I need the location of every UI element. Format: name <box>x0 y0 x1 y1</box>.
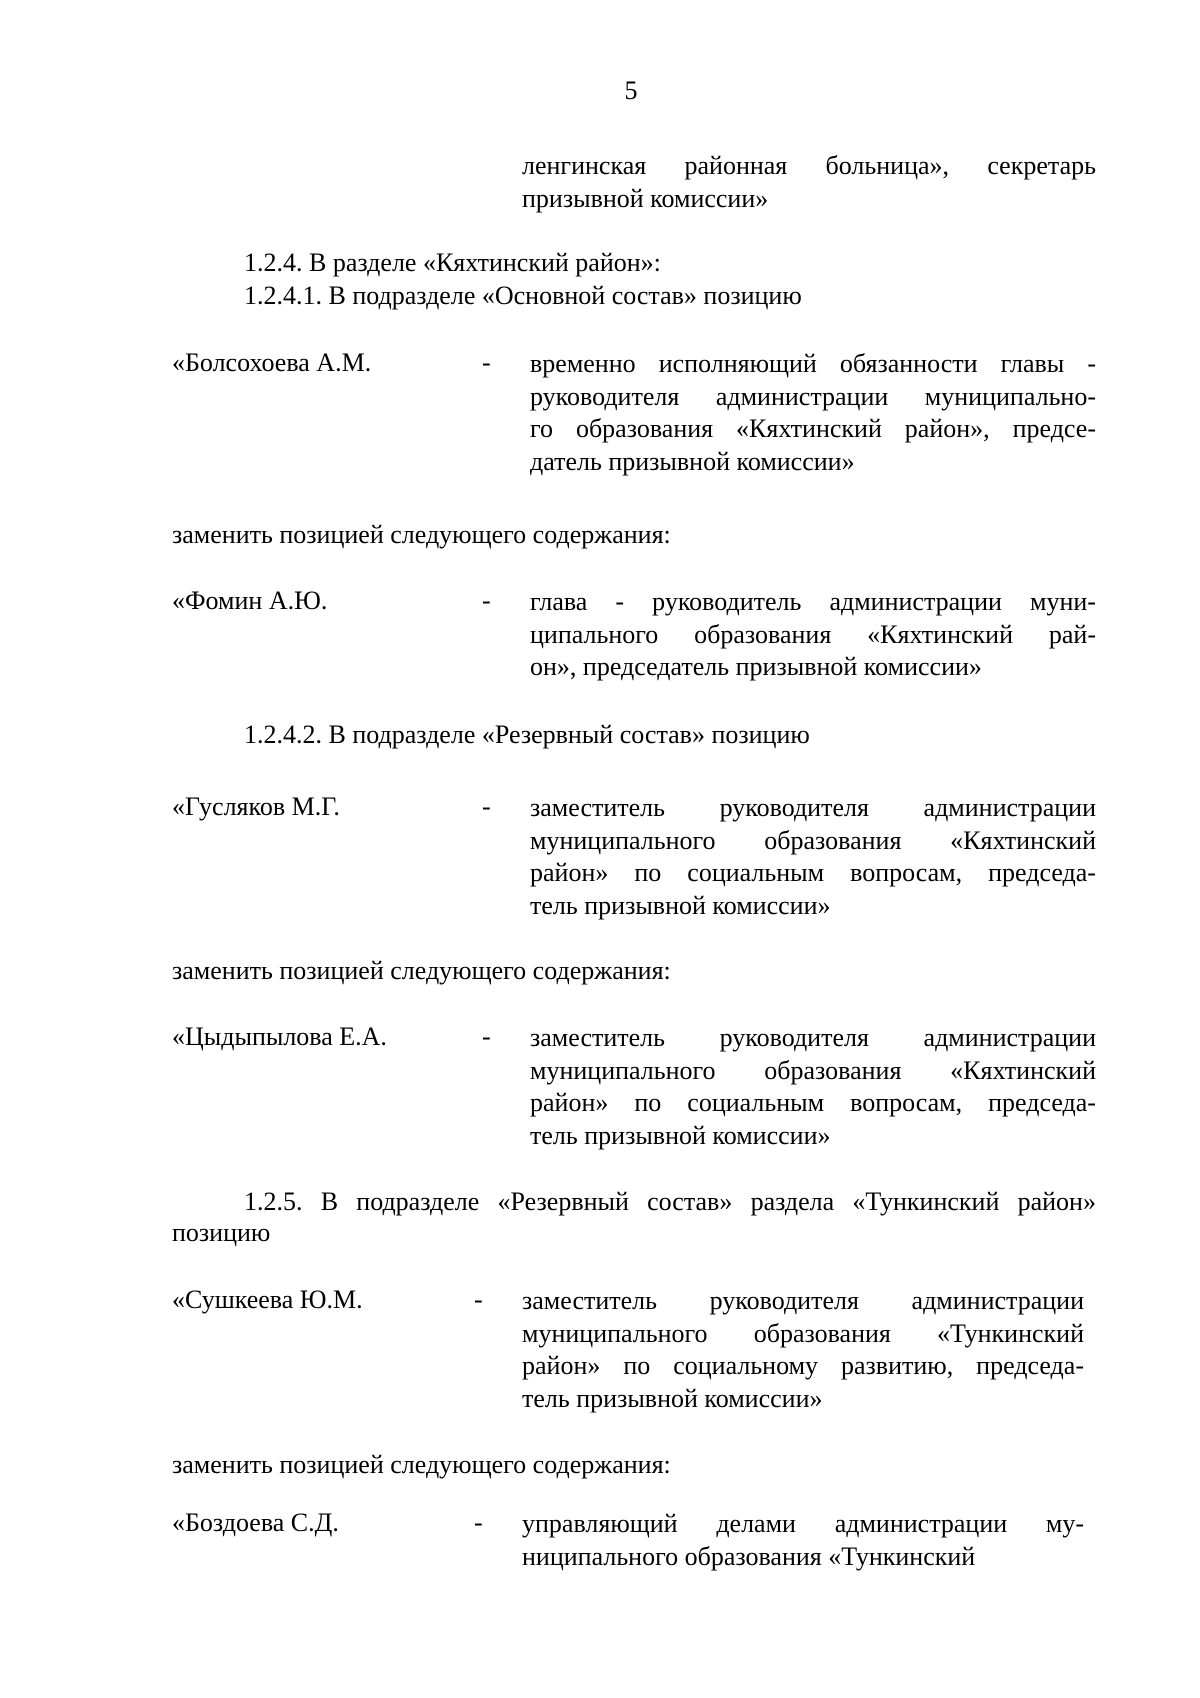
description-line: призывной комиссии» <box>522 183 769 213</box>
word: ципального <box>530 619 659 649</box>
entry-name: «Цыдыпылова Е.А. <box>172 1022 387 1051</box>
subsection-heading: 1.2.4.1. В подразделе «Основной состав» позицию <box>244 281 802 310</box>
entry-dash: - <box>482 1022 491 1051</box>
word: администрации <box>715 381 889 411</box>
word: больница», <box>825 151 950 180</box>
entry-name: «Боздоева С.Д. <box>172 1508 339 1537</box>
word: обязанности <box>839 349 978 378</box>
description-line <box>530 792 1096 825</box>
word: район» <box>530 1088 609 1117</box>
description-line <box>530 857 1096 890</box>
description-line <box>530 381 1096 414</box>
word: рай- <box>1048 619 1096 649</box>
word: заместитель <box>522 1286 658 1315</box>
replace-instruction: заменить позицией следующего содержания: <box>172 956 671 985</box>
word: муниципально- <box>924 381 1096 411</box>
continuation-block <box>522 150 1096 215</box>
word: образования <box>753 1318 891 1348</box>
entry-description <box>522 1508 1084 1573</box>
word: 1.2.5. <box>244 1187 303 1216</box>
word: председа- <box>976 1351 1084 1380</box>
word: социальным <box>687 858 825 887</box>
description-line <box>522 1318 1084 1351</box>
word: заместитель <box>530 1023 666 1052</box>
word: по <box>623 1351 651 1380</box>
word: заместитель <box>530 793 666 822</box>
word: председа- <box>988 858 1096 887</box>
section-heading: 1.2.4. В разделе «Кяхтинский район»: <box>244 248 661 277</box>
word: муниципального <box>530 1055 716 1085</box>
description-line: тель призывной комиссии» <box>522 1383 823 1413</box>
word: подразделе <box>356 1187 480 1216</box>
replace-instruction: заменить позицией следующего содержания: <box>172 1450 671 1479</box>
word: «Кяхтинский <box>950 825 1096 855</box>
word: главы <box>1000 349 1065 378</box>
word: администрации <box>923 1023 1096 1052</box>
entry-description <box>530 348 1096 478</box>
word: образования <box>575 414 714 443</box>
description-line: ниципального образования «Тункинский <box>522 1541 976 1571</box>
entry-dash: - <box>482 348 491 377</box>
word: - <box>615 587 625 616</box>
word: район» <box>522 1351 601 1380</box>
replace-instruction: заменить позицией следующего содержания: <box>172 520 671 549</box>
word: образования <box>764 825 902 855</box>
word: «Тункинский <box>937 1318 1084 1348</box>
entry-name: «Сушкеева Ю.М. <box>172 1285 363 1314</box>
word: «Кяхтинский <box>736 414 882 443</box>
word: районная <box>684 151 788 180</box>
entry-description <box>522 1285 1084 1415</box>
word: администрации <box>829 587 1002 616</box>
word: по <box>634 858 662 887</box>
word: муниципального <box>522 1318 708 1348</box>
description-line <box>530 413 1096 446</box>
entry-name: «Гусляков М.Г. <box>172 792 340 821</box>
entry-description <box>530 792 1096 922</box>
description-line: тель призывной комиссии» <box>530 1120 831 1150</box>
word: район», <box>904 414 990 443</box>
word: «Кяхтинский <box>950 1055 1096 1085</box>
word: администрации <box>834 1509 1008 1538</box>
word: состав» <box>647 1187 733 1216</box>
word: «Кяхтинский <box>867 619 1013 649</box>
word: образования <box>764 1055 902 1085</box>
entry-description <box>530 1022 1096 1152</box>
description-line <box>530 586 1096 619</box>
description-line: тель призывной комиссии» <box>530 890 831 920</box>
description-line <box>530 348 1096 381</box>
page-number: 5 <box>624 76 638 105</box>
description-line <box>530 1022 1096 1055</box>
entry-description <box>530 586 1096 684</box>
word: руководителя <box>709 1286 859 1315</box>
word: администрации <box>923 793 1096 822</box>
word: секретарь <box>987 151 1096 180</box>
heading-line <box>244 1186 1096 1219</box>
entry-dash: - <box>474 1508 483 1537</box>
description-line <box>522 1350 1084 1383</box>
description-line: датель призывной комиссии» <box>530 446 855 476</box>
word: вопросам, <box>850 858 963 887</box>
word: «Резервный <box>497 1187 629 1216</box>
word: предсе- <box>1012 414 1096 443</box>
word: председа- <box>988 1088 1096 1117</box>
description-line <box>530 1087 1096 1120</box>
word: руководителя <box>719 793 869 822</box>
description-line <box>530 1055 1096 1088</box>
word: исполняющий <box>658 349 817 378</box>
description-line <box>522 1508 1084 1541</box>
word: развитию, <box>841 1351 954 1380</box>
word: по <box>634 1088 662 1117</box>
description-line <box>530 619 1096 652</box>
word: социальному <box>673 1351 819 1380</box>
word: район» <box>530 858 609 887</box>
word: - <box>1087 349 1096 378</box>
entry-dash: - <box>482 792 491 821</box>
word: район» <box>1017 1187 1096 1216</box>
word: му- <box>1045 1509 1084 1538</box>
description-line <box>522 150 1096 183</box>
word: администрации <box>911 1286 1084 1315</box>
word: руководителя <box>719 1023 869 1052</box>
word: управляющий <box>522 1509 678 1538</box>
entry-dash: - <box>474 1285 483 1314</box>
word: «Тункинский <box>852 1187 1000 1216</box>
word: муниципального <box>530 825 716 855</box>
description-line: он», председатель призывной комиссии» <box>530 652 982 681</box>
word: образования <box>694 619 832 649</box>
entry-name: «Фомин А.Ю. <box>172 586 328 615</box>
word: вопросам, <box>850 1088 963 1117</box>
section-heading <box>244 1186 1096 1219</box>
description-line <box>522 1285 1084 1318</box>
word: делами <box>716 1509 796 1538</box>
word: го <box>530 414 554 443</box>
word: ленгинская <box>522 151 647 180</box>
word: социальным <box>687 1088 825 1117</box>
word: В <box>320 1187 339 1216</box>
word: руководителя <box>530 381 680 411</box>
word: временно <box>530 349 636 378</box>
subsection-heading: 1.2.4.2. В подразделе «Резервный состав» позицию <box>244 720 810 749</box>
description-line <box>530 825 1096 858</box>
entry-name: «Болсохоева А.М. <box>172 348 372 377</box>
word: раздела <box>750 1187 835 1216</box>
entry-dash: - <box>482 586 491 615</box>
word: глава <box>530 587 588 616</box>
word: муни- <box>1030 587 1096 616</box>
word: руководитель <box>652 587 802 616</box>
section-heading-continuation: позицию <box>172 1218 271 1247</box>
